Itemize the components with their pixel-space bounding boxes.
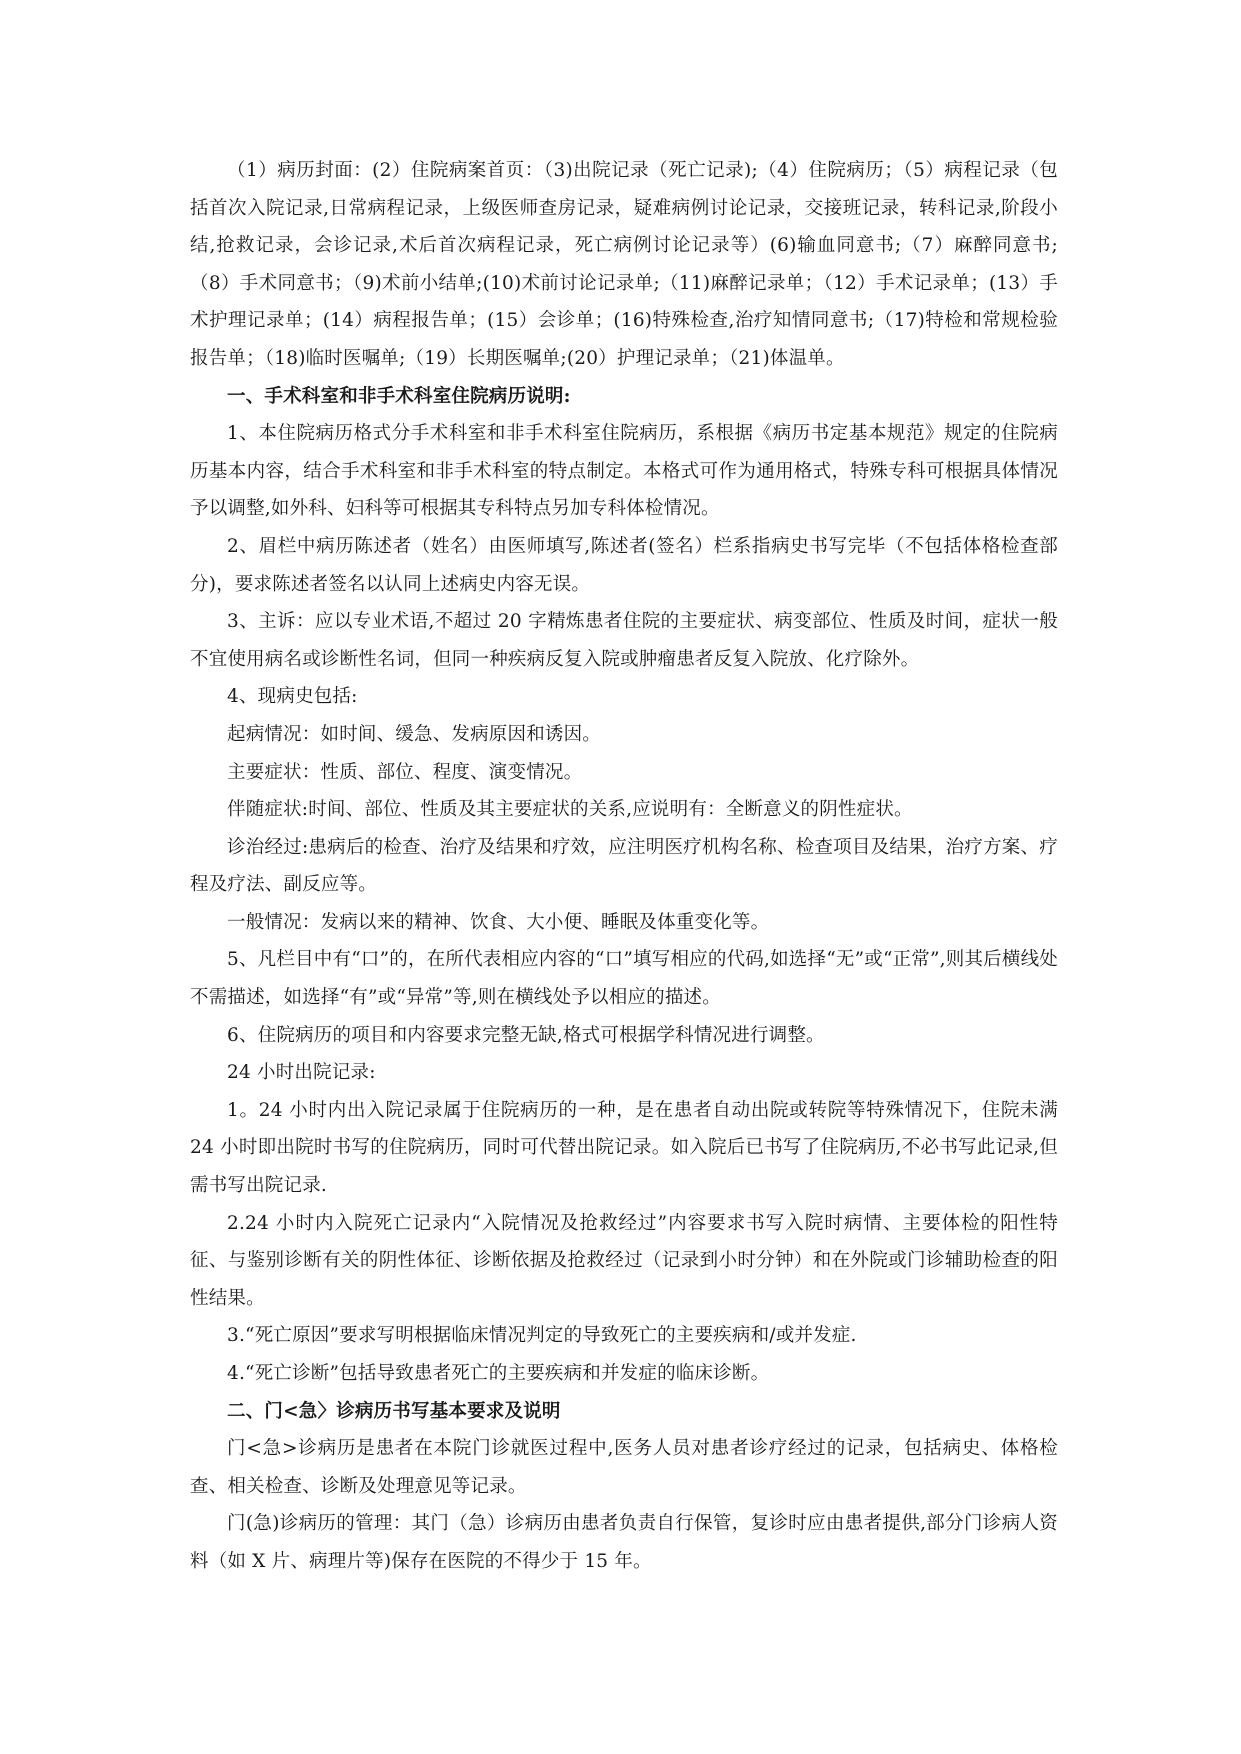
paragraph-24h-item-3: 3.“死亡原因”要求写明根据临床情况判定的导致死亡的主要疾病和/或并发症.: [227, 1325, 857, 1347]
paragraph-item-5: 5、凡栏目中有“口”的，在所代表相应内容的“口”填写相应的代码,如选择“无”或“正常”,则其后横线处不需描述，如选择“有”或“异常”等,则在横线处予以相应的描述。: [190, 949, 1058, 1009]
paragraph-accompanying-symptoms: 伴随症状:时间、部位、性质及其主要症状的关系,应说明有：全断意义的阴性症状。: [227, 799, 913, 821]
paragraph-item-6: 6、住院病历的项目和内容要求完整无缺,格式可根据学科情况进行调整。: [227, 1024, 825, 1046]
paragraph-24h-item-1: 1。24 小时内出入院记录属于住院病历的一种，是在患者自动出院或转院等特殊情况下，住院未满 24 小时即出院时书写的住院病历，同时可代替出院记录。如入院后已书写了住院病历,不必书写此记录,但需书写出院记录.: [190, 1099, 1058, 1197]
paragraph-treatment-history: 诊治经过:患病后的检查、治疗及结果和疗效，应注明医疗机构名称、检查项目及结果，治疗方案、疗程及疗法、副反应等。: [190, 836, 1058, 896]
paragraph-item-1: 1、本住院病历格式分手术科室和非手术科室住院病历，系根据《病历书定基本规范》规定的住院病历基本内容，结合手术科室和非手术科室的特点制定。本格式可作为通用格式，特殊专科可根据具体情况予以调整,如外科、妇科等可根据其专科特点另加专科体检情况。: [190, 423, 1058, 520]
paragraph-onset: 起病情况：如时间、缓急、发病原因和诱因。: [227, 723, 602, 745]
paragraph-general-condition: 一般情况：发病以来的精神、饮食、大小便、睡眠及体重变化等。: [227, 911, 770, 933]
heading-section-1: 一、手术科室和非手术科室住院病历说明:: [227, 385, 571, 407]
paragraph-item-3: 3、主诉：应以专业术语,不超过 20 字精炼患者住院的主要症状、病变部位、性质及时间，症状一般不宜使用病名或诊断性名词，但同一种疾病反复入院或肿瘤患者反复入院放、化疗除外。: [190, 611, 1058, 670]
paragraph-24h-discharge-title: 24 小时出院记录:: [227, 1062, 376, 1084]
paragraph-item-2: 2、眉栏中病历陈述者（姓名）由医师填写,陈述者(签名）栏系指病史书写完毕（不包括体格检查部分)，要求陈述者签名以认同上述病史内容无误。: [190, 535, 1058, 595]
paragraph-main-symptoms: 主要症状：性质、部位、程度、演变情况。: [227, 761, 583, 783]
paragraph-outpatient-management: 门(急)诊病历的管理：其门（急）诊病历由患者负责自行保管，复诊时应由患者提供,部分门诊病人资料（如 X 片、病理片等)保存在医院的不得少于 15 年。: [190, 1513, 1058, 1572]
paragraph-record-contents-list: （1）病历封面：(2）住院病案首页：（3)出院记录（死亡记录);（4）住院病历；（5）病程记录（包括首次入院记录,日常病程记录，上级医师查房记录，疑难病例讨论记录，交接班记录，转科记录,阶段小结,抢救记录，会诊记录,术后首次病程记录，死亡病例讨论记录等）(6)输血同意书;（7）麻醉同意书;（8）手术同意书；（9)术前小结单;(10)术前讨论记录单;（11)麻醉记录单；（12）手术记录单；(13）手术护理记录单；(14）病程报告单；(15）会诊单；(16)特殊检查,治疗知情同意书;（17)特检和常规检验报告单；（18)临时医嘱单;（19）长期医嘱单;(20）护理记录单；（21)体温单。: [190, 160, 1058, 369]
paragraph-outpatient-definition: 门<急>诊病历是患者在本院门诊就医过程中,医务人员对患者诊疗经过的记录，包括病史、体格检查、相关检查、诊断及处理意见等记录。: [190, 1438, 1058, 1497]
paragraph-24h-item-2: 2.24 小时内入院死亡记录内“入院情况及抢救经过”内容要求书写入院时病情、主要体检的阳性特征、与鉴别诊断有关的阴性体征、诊断依据及抢救经过（记录到小时分钟）和在外院或门诊辅助检查的阳性结果。: [190, 1212, 1058, 1309]
paragraph-24h-item-4: 4.“死亡诊断”包括导致患者死亡的主要疾病和并发症的临床诊断。: [227, 1363, 770, 1384]
document-body: [190, 152, 1058, 1581]
heading-section-2: 二、门<急〉诊病历书写基本要求及说明: [227, 1400, 561, 1422]
paragraph-item-4: 4、现病史包括:: [227, 686, 358, 708]
